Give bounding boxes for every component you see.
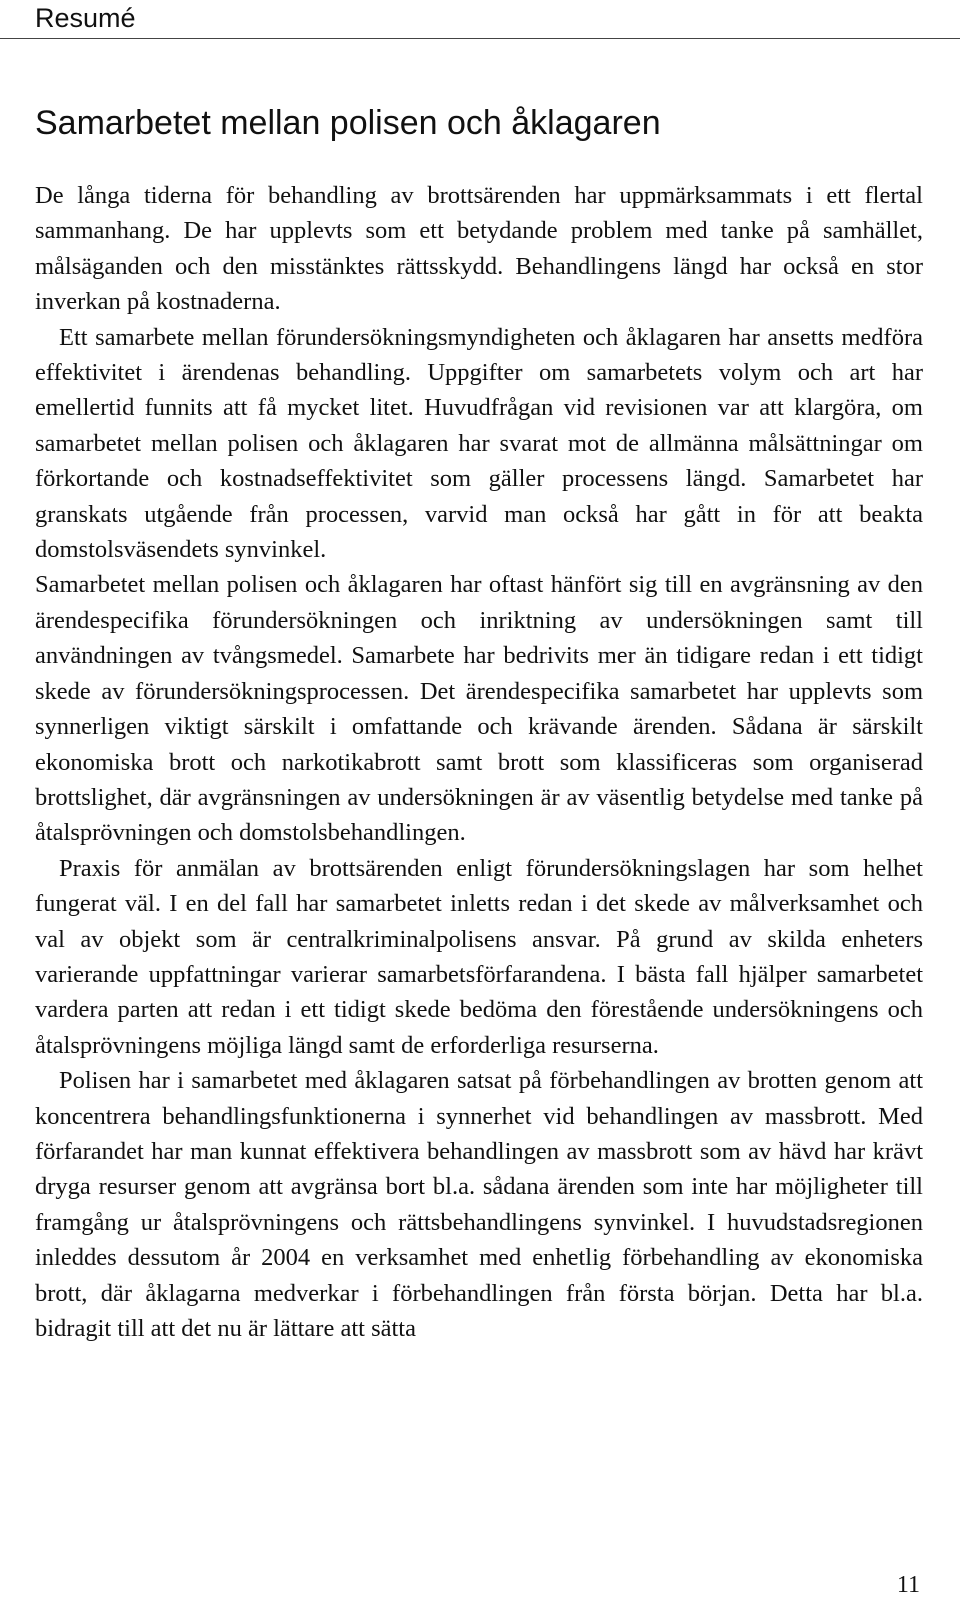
paragraph-prehandling: Polisen har i samarbetet med åklagaren satsat på förbehandlingen av brotten genom att koncentrera behandlingsfunktionerna i synnerhet vid behandlingen av massbrott. Med förfarandet har man kunnat effektivera behandlingen av massbrott som av hävd har krävt dryga resurser genom att avgränsa bort bl.a. sådana ärenden som inte har möjligheter till framgång ur åtalsprövningens och rättsbehandlingens synvinkel. I huvudstadsregionen inleddes dessutom år 2004 en verksamhet med enhetlig förbehandling av ekonomiska brott, där åklagarna medverkar i förbehandlingen från första början. Detta har bl.a. bidragit till att det nu är lättare att sätta <box>35 1067 923 1342</box>
page-number: 11 <box>896 1572 920 1598</box>
section-title: Samarbetet mellan polisen och åklagaren <box>35 104 661 142</box>
running-header-title: Resumé <box>35 3 136 33</box>
body-text <box>35 178 923 1346</box>
running-header <box>0 0 960 39</box>
paragraph-case-specific: Samarbetet mellan polisen och åklagaren har oftast hänfört sig till en avgränsning av den ärendespecifika förundersökningen och inriktning av undersökningen samt till användningen av tvångsmedel. Samarbete har bedrivits mer än tidigare redan i ett tidigt skede av förundersökningsprocessen. Det ärendespecifika samarbetet har upplevts som synnerligen viktigt särskilt i omfattande och krävande ärenden. Sådana är särskilt ekonomiska brott och narkotikabrott samt brott som klassificeras som organiserad brottslighet, där avgränsningen av undersökningen är av väsentlig betydelse med tanke på åtalsprövningen och domstolsbehandlingen. <box>35 571 923 847</box>
paragraph-intro: De långa tiderna för behandling av brottsärenden har uppmärksammats i ett flertal sammanhang. De har upplevts som ett betydande problem med tanke på samhället, målsäganden och den misstänktes rättsskydd. Behandlingens längd har också en stor inverkan på kostnaderna. <box>35 182 923 316</box>
paragraph-practice: Praxis för anmälan av brottsärenden enligt förundersökningslagen har som helhet fungerat väl. I en del fall har samarbetet inletts redan i det skede av målverksamhet och val av objekt som är centralkriminalpolisens ansvar. På grund av skilda enheters varierande uppfattningar varierar samarbetsförfarandena. I bästa fall hjälper samarbetet vardera parten att redan i ett tidigt skede bedöma den förestående undersökningens och åtalsprövningens möjliga längd samt de erforderliga resurserna. <box>35 854 923 1059</box>
paragraph-cooperation: Ett samarbete mellan förundersökningsmyndigheten och åklagaren har ansetts medföra effektivitet i ärendenas behandling. Uppgifter om samarbetets volym och art har emellertid funnits att få mycket litet. Huvudfrågan vid revisionen var att klargöra, om samarbetet mellan polisen och åklagaren har svarat mot de allmänna målsättningar om förkortande och kostnadseffektivitet som gäller processens längd. Samarbetet har granskats utgående från processen, varvid man också har gått in för att beakta domstolsväsendets synvinkel. <box>35 323 923 564</box>
